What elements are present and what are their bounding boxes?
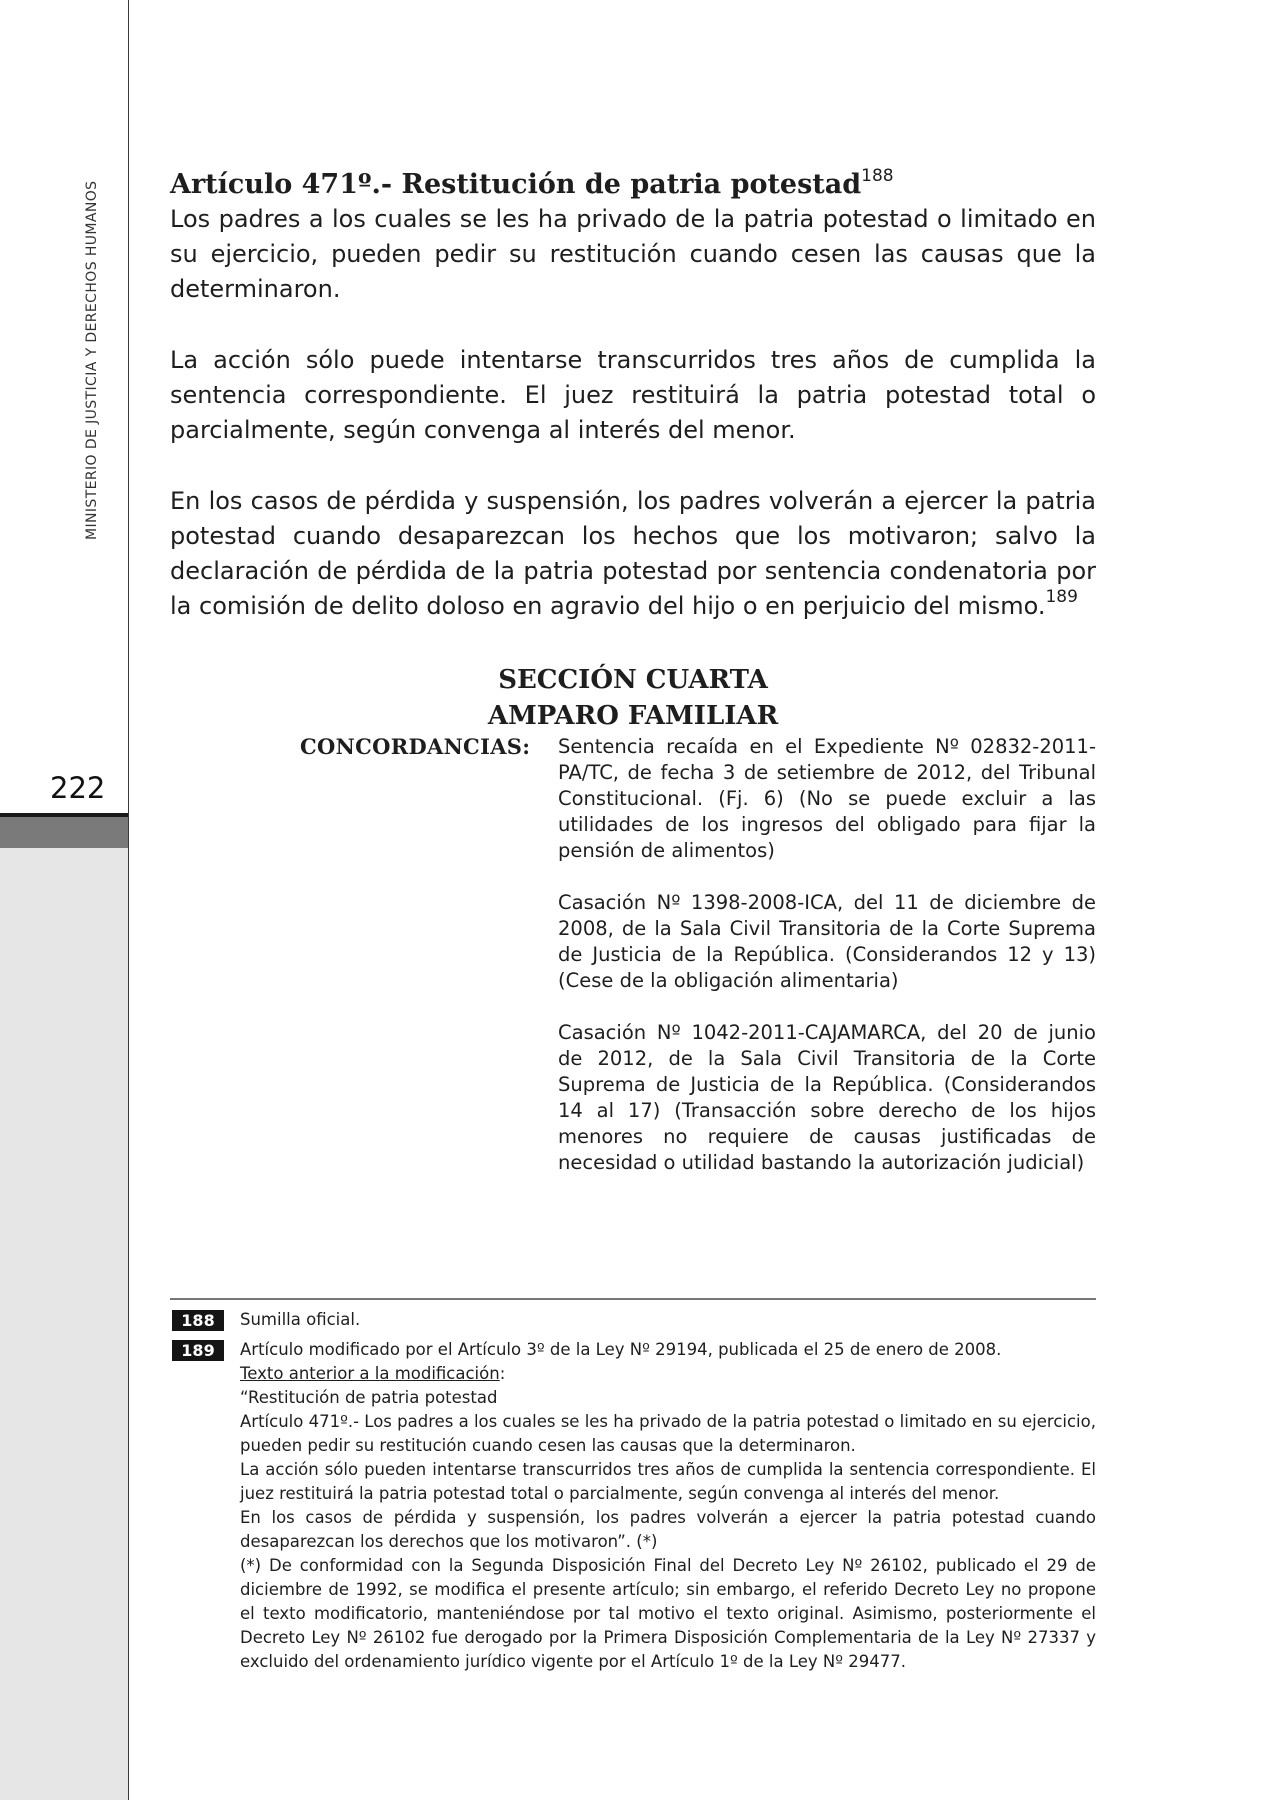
page-number: 222	[50, 771, 106, 805]
section-title-line-1: SECCIÓN CUARTA	[498, 665, 768, 695]
footnote-text: Artículo modificado por el Artículo 3º de la Ley Nº 29194, publicada el 25 de enero de 2008.	[240, 1340, 1002, 1359]
footnote-188	[170, 1308, 1096, 1332]
footnote-subheading-colon: :	[499, 1364, 506, 1383]
margin-rule	[0, 813, 128, 817]
article-paragraph-3-text: En los casos de pérdida y suspensión, los padres volverán a ejercer la patria potestad cuando desaparezcan los hechos que los motivaron; salvo la declaración de pérdida de la patria potestad por sentencia condenatoria por la comisión de delito doloso en agravio del hijo o en perjuicio del mismo.	[170, 487, 1096, 620]
section-heading	[170, 662, 1096, 734]
concordancia-item: Casación Nº 1042-2011-CAJAMARCA, del 20 de junio de 2012, de la Sala Civil Transitoria de la Corte Suprema de Justicia de la República. (Considerandos 14 al 17) (Transacción sobre derecho de los hijos menores no requiere de causas justificadas de necesidad o utilidad bastando la autorización judicial)	[558, 1021, 1096, 1174]
article-paragraph-2: La acción sólo puede intentarse transcurridos tres años de cumplida la sentencia correspondiente. El juez restituirá la patria potestad total o parcialmente, según convenga al interés del menor.	[170, 346, 1096, 444]
footnote-text: Sumilla oficial.	[240, 1310, 361, 1329]
section-title-line-2: AMPARO FAMILIAR	[487, 701, 779, 731]
article-paragraph-3	[170, 484, 1096, 624]
margin-dark-band	[0, 816, 128, 848]
footnote-separator	[170, 1298, 1096, 1300]
footnote-189	[170, 1338, 1096, 1674]
footnote-text: La acción sólo pueden intentarse transcurridos tres años de cumplida la sentencia correspondiente. El juez restituirá la patria potestad total o parcialmente, según convenga al interés del menor.	[240, 1460, 1096, 1503]
concordancia-item: Sentencia recaída en el Expediente Nº 02832-2011-PA/TC, de fecha 3 de setiembre de 2012, del Tribunal Constitucional. (Fj. 6) (No se puede excluir a las utilidades de los ingresos del obligado para fijar la pensión de alimentos)	[558, 735, 1096, 862]
footnote-number-badge: 188	[172, 1310, 224, 1331]
article-paragraph-1: Los padres a los cuales se les ha privado de la patria potestad o limitado en su ejercicio, pueden pedir su restitución cuando cesen las causas que la determinaron.	[170, 205, 1096, 303]
concordancia-item: Casación Nº 1398-2008-ICA, del 11 de diciembre de 2008, de la Sala Civil Transitoria de la Corte Suprema de Justicia de la República. (Considerandos 12 y 13) (Cese de la obligación alimentaria)	[558, 891, 1096, 992]
footnote-text: Artículo 471º.- Los padres a los cuales se les ha privado de la patria potestad o limitado en su ejercicio, pueden pedir su restitución cuando cesen las causas que la determinaron.	[240, 1412, 1096, 1455]
main-content	[170, 168, 1096, 734]
footnote-subheading	[240, 1362, 1096, 1386]
footnote-number-badge: 189	[172, 1340, 224, 1361]
footnotes	[170, 1308, 1096, 1680]
footnote-ref-188[interactable]: 188	[861, 166, 894, 186]
footnote-ref-189[interactable]: 189	[1045, 587, 1078, 607]
footnote-text: (*) De conformidad con la Segunda Disposición Final del Decreto Ley Nº 26102, publicado el 29 de diciembre de 1992, se modifica el presente artículo; sin embargo, el referido Decreto Ley no propone el texto modificatorio, manteniéndose por tal motivo el texto original. Asimismo, posteriormente el Decreto Ley Nº 26102 fue derogado por la Primera Disposición Complementaria de la Ley Nº 27337 y excluido del ordenamiento jurídico vigente por el Artículo 1º de la Ley Nº 29477.	[240, 1556, 1096, 1671]
margin-grey-band	[0, 816, 128, 1800]
ministry-vertical-label: MINISTERIO DE JUSTICIA Y DERECHOS HUMANOS	[84, 180, 100, 540]
concordancias-label: CONCORDANCIAS:	[300, 734, 531, 759]
article-heading-text: Artículo 471º.- Restitución de patria potestad	[170, 169, 862, 200]
concordancias-list	[558, 734, 1096, 1202]
footnote-subheading-text: Texto anterior a la modificación	[240, 1364, 500, 1383]
footnote-text: En los casos de pérdida y suspensión, los padres volverán a ejercer la patria potestad cuando desaparezcan los derechos que los motivaron”. (*)	[240, 1508, 1096, 1551]
footnote-text: “Restitución de patria potestad	[240, 1388, 498, 1407]
article-heading	[170, 168, 1096, 202]
